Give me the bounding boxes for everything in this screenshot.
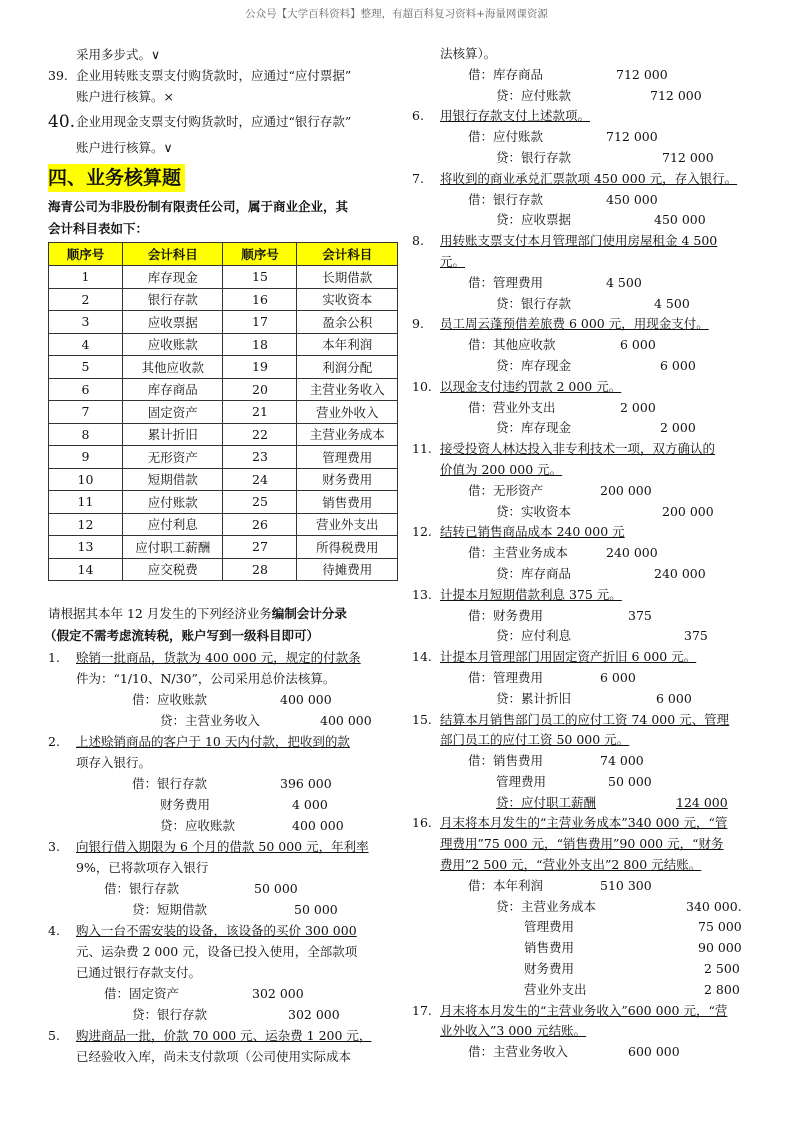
table-row — [49, 266, 398, 289]
text-line — [48, 857, 398, 878]
text-line — [48, 44, 398, 65]
table-cell: 财务费用 — [297, 468, 398, 491]
line-text: 营业外支出 — [524, 981, 587, 997]
text-line — [412, 543, 752, 564]
line-text: 上述赊销商品的客户于 10 天内付款，把收到的款 — [76, 734, 350, 749]
amount: 302 000 — [252, 986, 304, 1001]
text-line — [412, 917, 752, 938]
line-text: 借：应收账款 — [132, 692, 208, 707]
page-header: 公众号【大学百科资料】整理，有超百科复习资料+海量网课资源 — [245, 8, 548, 20]
table-row — [49, 333, 398, 356]
table-row — [49, 356, 398, 379]
text-line — [48, 86, 398, 107]
table-cell: 银行存款 — [123, 288, 223, 311]
text-line — [48, 836, 398, 857]
text-line — [48, 794, 398, 815]
line-text: 用转账支票支付本月管理部门使用房屋租金 4 500 — [440, 233, 718, 249]
table-cell: 20 — [223, 378, 297, 401]
table-row — [49, 401, 398, 424]
text-line — [412, 647, 752, 668]
line-text: 贷：应付利息 — [496, 628, 572, 644]
line-text: 贷：库存商品 — [496, 565, 572, 581]
section-heading-wrap — [48, 164, 398, 192]
text-line — [48, 731, 398, 752]
item-number: 13. — [412, 586, 432, 602]
line-text: 销售费用 — [524, 940, 575, 956]
amount: 2 500 — [704, 961, 740, 977]
text-line — [412, 356, 752, 377]
line-text: 员工周云蓬预借差旅费 6 000 元，用现金支付。 — [440, 316, 709, 332]
table-cell: 应付账款 — [123, 491, 223, 514]
item-number: 3. — [48, 839, 60, 854]
line-text: 计提本月短期借款利息 375 元。 — [440, 586, 622, 602]
line-text: 管理费用 — [496, 773, 547, 789]
text-line — [48, 773, 398, 794]
line-text: 贷：主营业务收入 — [160, 713, 261, 728]
text-line — [412, 106, 752, 127]
amount: 200 000 — [600, 482, 652, 498]
text-line — [412, 522, 752, 543]
amount: 90 000 — [698, 940, 742, 956]
line-text: 购进商品一批，价款 70 000 元、运杂费 1 200 元， — [76, 1028, 372, 1043]
line-text: 月末将本月发生的“主营业务成本”340 000 元，“管 — [440, 815, 728, 831]
text-line — [48, 668, 398, 689]
item-number: 6. — [412, 108, 424, 124]
line-text: 结转已销售商品成本 240 000 元 — [440, 524, 625, 540]
amount: 2 800 — [704, 981, 740, 997]
line-text: 价值为 200 000 元。 — [440, 461, 563, 477]
table-row — [49, 288, 398, 311]
line-text: 件为：“1/10、N/30”，公司采用总价法核算。 — [76, 671, 336, 686]
text-line — [412, 813, 752, 834]
table-cell: 应收账款 — [123, 333, 223, 356]
table-row — [49, 311, 398, 334]
line-text: 贷：应收账款 — [160, 818, 236, 833]
amount: 396 000 — [280, 776, 332, 791]
amount: 6 000 — [600, 669, 636, 685]
req-text: 请根据其本年 12 月发生的下列经济业务 — [48, 606, 272, 621]
table-cell: 17 — [223, 311, 297, 334]
text-line — [412, 273, 752, 294]
amount: 4 500 — [606, 274, 642, 290]
table-cell: 28 — [223, 558, 297, 581]
item-number: 15. — [412, 711, 432, 727]
account-table — [48, 242, 398, 581]
table-cell: 主营业务收入 — [297, 378, 398, 401]
table-cell: 营业外支出 — [297, 513, 398, 536]
text-line — [412, 626, 752, 647]
line-text: 贷：应付职工薪酬 — [496, 794, 597, 810]
text-line — [48, 107, 398, 137]
text-line — [412, 169, 752, 190]
line-text: 贷：库存现金 — [496, 357, 572, 373]
line-text: 借：本年利润 — [468, 877, 544, 893]
line-text: 贷：累计折旧 — [496, 690, 572, 706]
item-number: 7. — [412, 170, 424, 186]
amount: 50 000 — [294, 902, 338, 917]
intro-line-1: 海青公司为非股份制有限责任公司，属于商业企业，其 — [48, 199, 349, 214]
table-header-cell: 会计科目 — [297, 243, 398, 266]
text-line — [412, 127, 752, 148]
table-cell: 长期借款 — [297, 266, 398, 289]
table-cell: 2 — [49, 288, 123, 311]
table-cell: 10 — [49, 468, 123, 491]
amount: 240 000 — [654, 565, 706, 581]
table-cell: 26 — [223, 513, 297, 536]
table-cell: 14 — [49, 558, 123, 581]
line-text: 借：管理费用 — [468, 274, 544, 290]
line-text: 贷：银行存款 — [496, 149, 572, 165]
text-line — [412, 190, 752, 211]
text-line — [412, 418, 752, 439]
text-line — [48, 962, 398, 983]
table-cell: 库存现金 — [123, 266, 223, 289]
line-text: 贷：库存现金 — [496, 420, 572, 436]
text-line — [412, 231, 752, 252]
table-row — [49, 423, 398, 446]
line-text: 借：银行存款 — [104, 881, 180, 896]
amount: 712 000 — [606, 129, 658, 145]
amount: 6 000 — [660, 357, 696, 373]
table-cell: 销售费用 — [297, 491, 398, 514]
line-text: 借：其他应收款 — [468, 337, 556, 353]
requirement-line-2: （假定不需考虑流转税，账户写到一级科目即可） — [44, 628, 320, 643]
text-line — [412, 689, 752, 710]
text-line — [412, 502, 752, 523]
amount: 4 500 — [654, 295, 690, 311]
right-entries — [412, 44, 752, 1063]
amount: 510 300 — [600, 877, 652, 893]
table-cell: 25 — [223, 491, 297, 514]
table-row — [49, 558, 398, 581]
text-line — [412, 606, 752, 627]
line-text: 项存入银行。 — [76, 755, 152, 770]
amount: 240 000 — [606, 545, 658, 561]
amount: 50 000 — [254, 881, 298, 896]
table-cell: 15 — [223, 266, 297, 289]
item-number: 14. — [412, 649, 432, 665]
text-line — [412, 294, 752, 315]
table-cell: 短期借款 — [123, 468, 223, 491]
left-entries — [48, 647, 398, 1067]
text-line — [412, 148, 752, 169]
table-cell: 24 — [223, 468, 297, 491]
item-number: 5. — [48, 1028, 60, 1043]
amount: 50 000 — [608, 773, 652, 789]
text-line — [48, 65, 398, 86]
line-text: 元、运杂费 2 000 元，设备已投入使用，全部款项 — [76, 944, 358, 959]
line-text: 9%，已将款项存入银行 — [76, 860, 209, 875]
table-row — [49, 378, 398, 401]
line-text: 借：银行存款 — [468, 191, 544, 207]
table-cell: 27 — [223, 536, 297, 559]
line-text: 理费用”75 000 元，“销售费用”90 000 元，“财务 — [440, 836, 724, 852]
text-line — [412, 751, 752, 772]
table-cell: 3 — [49, 311, 123, 334]
table-cell: 盈余公积 — [297, 311, 398, 334]
table-cell: 16 — [223, 288, 297, 311]
text-line — [412, 1021, 752, 1042]
table-header-cell: 会计科目 — [123, 243, 223, 266]
table-cell: 本年利润 — [297, 333, 398, 356]
text-line — [48, 878, 398, 899]
table-cell: 13 — [49, 536, 123, 559]
line-text: 借：无形资产 — [468, 482, 544, 498]
table-cell: 所得税费用 — [297, 536, 398, 559]
table-cell: 营业外收入 — [297, 401, 398, 424]
text-line — [412, 460, 752, 481]
amount: 712 000 — [616, 66, 668, 82]
table-cell: 应收票据 — [123, 311, 223, 334]
table-cell: 实收资本 — [297, 288, 398, 311]
true-false-answers — [48, 44, 398, 158]
amount: 400 000 — [320, 713, 372, 728]
text-line — [412, 834, 752, 855]
text-line — [412, 980, 752, 1001]
line-text: 购入一台不需安装的设备，该设备的买价 300 000 — [76, 923, 357, 938]
line-text: 借：营业外支出 — [468, 399, 556, 415]
table-cell: 待摊费用 — [297, 558, 398, 581]
table-cell: 应付职工薪酬 — [123, 536, 223, 559]
text-line — [412, 585, 752, 606]
amount: 302 000 — [288, 1007, 340, 1022]
section-title: 四、业务核算题 — [48, 164, 185, 192]
line-text: 借：管理费用 — [468, 669, 544, 685]
intro-text — [48, 196, 398, 240]
line-text: 部门员工的应付工资 50 000 元。 — [440, 732, 630, 748]
table-cell: 21 — [223, 401, 297, 424]
table-row — [49, 468, 398, 491]
table-header-cell: 顺序号 — [49, 243, 123, 266]
table-cell: 应交税费 — [123, 558, 223, 581]
text-line — [412, 876, 752, 897]
text-line — [412, 439, 752, 460]
text-line — [412, 938, 752, 959]
item-number: 11. — [412, 441, 432, 457]
text-line — [48, 983, 398, 1004]
amount: 2 000 — [660, 420, 696, 436]
table-cell: 利润分配 — [297, 356, 398, 379]
table-header-cell: 顺序号 — [223, 243, 297, 266]
text-line — [412, 252, 752, 273]
item-number: 4. — [48, 923, 60, 938]
line-text: 贷：实收资本 — [496, 503, 572, 519]
line-text: 用银行存款支付上述款项。 — [440, 108, 591, 124]
table-row — [49, 446, 398, 469]
text-line — [412, 86, 752, 107]
text-line — [412, 481, 752, 502]
table-cell: 管理费用 — [297, 446, 398, 469]
intro-line-2: 会计科目表如下： — [48, 221, 149, 236]
table-cell: 22 — [223, 423, 297, 446]
line-text: 借：库存商品 — [468, 66, 544, 82]
line-text: 已经验收入库，尚未支付款项（公司使用实际成本 — [76, 1049, 352, 1064]
item-number: 8. — [412, 233, 424, 249]
table-cell: 其他应收款 — [123, 356, 223, 379]
line-text: 财务费用 — [524, 961, 575, 977]
table-cell: 7 — [49, 401, 123, 424]
amount: 600 000 — [628, 1044, 680, 1060]
line-text: 赊销一批商品，货款为 400 000 元，规定的付款条 — [76, 650, 361, 665]
text-line — [412, 668, 752, 689]
amount: 6 000 — [620, 337, 656, 353]
item-number: 39. — [48, 68, 68, 83]
account-table-body — [49, 266, 398, 581]
text-line — [412, 377, 752, 398]
text-line — [412, 335, 752, 356]
table-cell: 18 — [223, 333, 297, 356]
amount: 375 — [684, 628, 708, 644]
item-number: 12. — [412, 524, 432, 540]
table-cell: 19 — [223, 356, 297, 379]
amount: 6 000 — [656, 690, 692, 706]
left-column — [44, 44, 398, 1067]
text-line — [48, 941, 398, 962]
text-line — [412, 793, 752, 814]
line-text: 贷：银行存款 — [132, 1007, 208, 1022]
item-number: 17. — [412, 1002, 432, 1018]
amount: 375 — [628, 607, 652, 623]
table-cell: 4 — [49, 333, 123, 356]
line-text: 账户进行核算。∨ — [76, 140, 173, 155]
text-line — [48, 899, 398, 920]
amount: 400 000 — [280, 692, 332, 707]
table-cell: 23 — [223, 446, 297, 469]
line-text: 企业用转账支票支付购货款时，应通过“应付票据” — [76, 68, 352, 83]
text-line — [412, 398, 752, 419]
table-cell: 累计折旧 — [123, 423, 223, 446]
table-row — [49, 491, 398, 514]
right-column — [412, 44, 752, 1063]
line-text: 业外收入”3 000 元结账。 — [440, 1023, 587, 1039]
text-line — [412, 710, 752, 731]
table-cell: 5 — [49, 356, 123, 379]
line-text: 元。 — [440, 253, 466, 269]
table-row — [49, 536, 398, 559]
text-line — [48, 647, 398, 668]
account-table-header — [49, 243, 398, 266]
line-text: 以现金支付违约罚款 2 000 元。 — [440, 378, 622, 394]
line-text: 接受投资人林达投入非专利技术一项，双方确认的 — [440, 441, 716, 457]
text-line — [412, 897, 752, 918]
text-line — [48, 710, 398, 731]
table-cell: 库存商品 — [123, 378, 223, 401]
table-cell: 8 — [49, 423, 123, 446]
amount: 200 000 — [662, 503, 714, 519]
line-text: 贷：应收票据 — [496, 212, 572, 228]
text-line — [412, 1001, 752, 1022]
line-text: 将收到的商业承兑汇票款项 450 000 元，存入银行。 — [440, 170, 738, 186]
line-text: 企业用现金支票支付购货款时，应通过“银行存款” — [76, 114, 352, 129]
line-text: 借：主营业务收入 — [468, 1044, 569, 1060]
item-number: 2. — [48, 734, 60, 749]
table-cell: 9 — [49, 446, 123, 469]
item-number: 16. — [412, 815, 432, 831]
amount: 400 000 — [292, 818, 344, 833]
requirement-line-1 — [48, 603, 398, 625]
table-cell: 11 — [49, 491, 123, 514]
item-number: 40. — [48, 112, 76, 132]
line-text: 向银行借入期限为 6 个月的借款 50 000 元，年利率 — [76, 839, 369, 854]
amount: 340 000. — [686, 898, 742, 914]
table-cell: 6 — [49, 378, 123, 401]
text-line — [412, 855, 752, 876]
text-line — [48, 1025, 398, 1046]
amount: 2 000 — [620, 399, 656, 415]
amount: 75 000 — [698, 919, 742, 935]
line-text: 借：应付账款 — [468, 129, 544, 145]
text-line — [412, 730, 752, 751]
item-number: 1. — [48, 650, 60, 665]
text-line — [48, 1046, 398, 1067]
line-text: 结算本月销售部门员工的应付工资 74 000 元、管理 — [440, 711, 730, 727]
text-line — [412, 1042, 752, 1063]
amount: 450 000 — [606, 191, 658, 207]
table-cell: 无形资产 — [123, 446, 223, 469]
line-text: 法核算）。 — [440, 46, 497, 61]
text-line — [412, 959, 752, 980]
table-cell: 主营业务成本 — [297, 423, 398, 446]
text-line — [48, 752, 398, 773]
line-text: 管理费用 — [524, 919, 575, 935]
line-text: 借：固定资产 — [104, 986, 180, 1001]
line-text: 采用多步式。∨ — [76, 47, 161, 62]
text-line — [48, 920, 398, 941]
line-text: 月末将本月发生的“主营业务收入”600 000 元，“营 — [440, 1002, 728, 1018]
text-line — [412, 210, 752, 231]
table-cell: 应付利息 — [123, 513, 223, 536]
text-line — [48, 1004, 398, 1025]
text-line — [48, 689, 398, 710]
line-text: 借：银行存款 — [132, 776, 208, 791]
line-text: 贷：短期借款 — [132, 902, 208, 917]
line-text: 已通过银行存款支付。 — [76, 965, 202, 980]
amount: 450 000 — [654, 212, 706, 228]
requirement-text — [44, 603, 398, 647]
item-number: 9. — [412, 316, 424, 332]
req-bold: 编制会计分录 — [271, 606, 347, 621]
line-text: 贷：银行存款 — [496, 295, 572, 311]
text-line — [412, 564, 752, 585]
line-text: 借：财务费用 — [468, 607, 544, 623]
amount: 74 000 — [600, 753, 644, 769]
line-text: 贷：主营业务成本 — [496, 898, 597, 914]
item-number: 10. — [412, 378, 432, 394]
amount: 124 000 — [676, 794, 728, 810]
line-text: 计提本月管理部门用固定资产折旧 6 000 元。 — [440, 649, 697, 665]
table-row — [49, 513, 398, 536]
amount: 712 000 — [662, 149, 714, 165]
amount: 4 000 — [292, 797, 328, 812]
amount: 712 000 — [650, 87, 702, 103]
text-line — [48, 137, 398, 158]
text-line — [412, 314, 752, 335]
line-text: 借：主营业务成本 — [468, 545, 569, 561]
text-line — [412, 65, 752, 86]
text-line — [412, 772, 752, 793]
line-text: 账户进行核算。× — [76, 89, 174, 104]
line-text: 财务费用 — [160, 797, 211, 812]
table-cell: 12 — [49, 513, 123, 536]
line-text: 费用”2 500 元，“营业外支出”2 800 元结账。 — [440, 857, 702, 873]
text-line — [412, 44, 752, 65]
table-cell: 1 — [49, 266, 123, 289]
text-line — [48, 815, 398, 836]
line-text: 借：销售费用 — [468, 753, 544, 769]
line-text: 贷：应付账款 — [496, 87, 572, 103]
table-cell: 固定资产 — [123, 401, 223, 424]
